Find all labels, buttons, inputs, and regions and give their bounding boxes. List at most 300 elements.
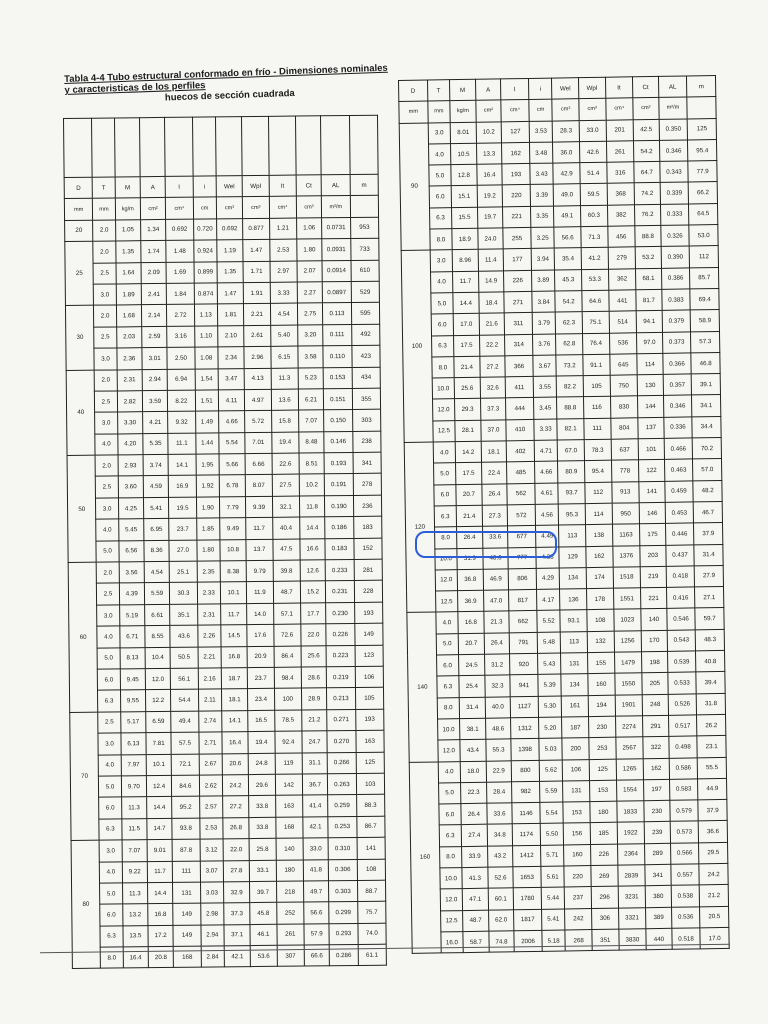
value-cell: 21.2 [302,710,328,732]
value-cell: 2567 [615,737,643,759]
value-cell: 441 [608,290,636,312]
value-cell: 9.79 [246,560,273,582]
value-cell: 6.56 [119,540,145,562]
value-cell: 0.566 [670,843,699,865]
value-cell: 88.7 [357,880,386,902]
value-cell: 3.07 [200,860,224,882]
value-cell: 64.6 [582,290,609,312]
value-cell: 2.21 [198,646,222,668]
value-cell: 130 [637,375,663,397]
value-cell: 3.0 [99,840,122,862]
value-cell: 434 [352,367,381,389]
value-cell: 3.89 [531,270,555,292]
value-cell: 136 [560,589,587,611]
value-cell: 2.11 [198,689,222,711]
unit-header: cm² [140,198,166,220]
value-cell: 17.5 [454,335,480,357]
value-cell: 26.4 [457,526,483,548]
value-cell: 1.47 [217,283,244,305]
value-cell: 2.57 [199,796,223,818]
value-cell: 2.71 [199,732,223,754]
value-cell: 27.4 [461,825,487,847]
value-cell: 3.01 [142,348,168,370]
value-cell: 14.4 [147,797,173,819]
value-cell: 84.6 [172,775,200,797]
value-cell: 0.293 [329,923,358,945]
value-cell: 33.8 [249,796,276,818]
value-cell: 261 [606,141,634,163]
value-cell: 14.0 [247,603,274,625]
value-cell: 2.62 [199,775,223,797]
column-header: AL [321,175,350,197]
value-cell: 3231 [618,886,646,908]
value-cell: 42.9 [553,163,580,185]
value-cell: 100 [274,688,302,710]
value-cell: 0.899 [194,261,218,283]
size-cell: 80 [71,840,101,969]
value-cell: 5.72 [245,411,272,433]
table-row [412,927,729,953]
value-cell: 88.8 [557,397,584,419]
value-cell: 11.7 [220,603,247,625]
value-cell: 271 [504,291,532,313]
value-cell: 3.30 [117,412,143,434]
value-cell: 53.6 [250,945,277,967]
value-cell: 778 [611,460,639,482]
value-cell: 0.877 [243,218,270,240]
value-cell: 18.4 [479,292,505,314]
value-cell: 5.52 [537,610,561,632]
value-cell: 4.0 [100,861,123,883]
value-cell: 1.64 [116,262,142,284]
value-cell: 146 [639,502,665,524]
value-cell: 0.190 [325,495,354,517]
value-cell: 11.7 [453,271,479,293]
value-cell: 10.0 [434,548,457,570]
value-cell: 16.8 [148,904,174,926]
value-cell: 3.25 [531,227,555,249]
value-cell: 94.1 [636,311,662,333]
blank-cell [114,118,140,177]
value-cell: 4.54 [270,303,298,325]
value-cell: 163 [275,795,303,817]
value-cell: 2.61 [244,325,271,347]
value-cell: 37.9 [694,523,723,545]
value-cell: 0.0914 [322,260,351,282]
value-cell: 13.6 [271,389,299,411]
value-cell: 804 [610,418,638,440]
value-cell: 18.0 [460,761,486,783]
value-cell: 0.373 [662,331,691,353]
value-cell: 125 [356,752,385,774]
value-cell: 76.4 [582,333,609,355]
value-cell: 55.3 [486,739,512,761]
value-cell: 88.8 [635,225,661,247]
value-cell: 733 [350,238,379,260]
value-cell: 0.379 [662,310,691,332]
value-cell: 2839 [617,865,645,887]
value-cell: 80.9 [558,461,585,483]
value-cell: 155 [587,652,614,674]
value-cell: 0.453 [665,502,694,524]
value-cell: 4.97 [245,389,272,411]
value-cell: 14.4 [300,517,326,539]
value-cell: 0.146 [324,431,353,453]
value-cell: 13.7 [246,539,273,561]
value-cell: 163 [355,730,384,752]
value-cell: 78.5 [274,710,302,732]
value-cell: 1.47 [243,240,270,262]
value-cell: 39.4 [696,672,725,694]
unit-header: cm [529,99,553,121]
value-cell: 46.8 [691,352,720,374]
value-cell: 2.94 [201,925,225,947]
value-cell: 1653 [513,866,541,888]
value-cell: 36.0 [553,142,580,164]
value-cell: 22.2 [479,334,505,356]
value-cell: 16.8 [458,612,484,634]
value-cell: 1163 [612,524,640,546]
value-cell: 56.6 [304,902,330,924]
value-cell: 3.16 [167,326,195,348]
value-cell: 75.7 [357,901,386,923]
value-cell: 306 [591,908,618,930]
value-cell: 53.2 [635,247,661,269]
value-cell: 2.96 [244,346,271,368]
value-cell: 1.19 [217,240,244,262]
value-cell: 6.71 [119,626,145,648]
value-cell: 800 [511,760,539,782]
value-cell: 1376 [612,545,640,567]
column-header: T [427,80,450,102]
value-cell: 15.8 [271,410,299,432]
value-cell: 637 [611,439,639,461]
value-cell: 11.3 [121,797,147,819]
value-cell: 23.1 [697,736,726,758]
value-cell: 114 [637,353,663,375]
value-cell: 0.366 [663,353,692,375]
value-cell: 45.3 [555,269,582,291]
value-cell: 113 [561,631,588,653]
value-cell: 289 [645,843,671,865]
value-cell: 10.8 [220,539,247,561]
value-cell: 91.1 [583,354,610,376]
value-cell: 50.5 [170,647,198,669]
value-cell: 131 [561,653,588,675]
value-cell: 226 [590,844,617,866]
value-cell: 40.4 [272,517,300,539]
value-cell: 85.7 [690,267,719,289]
value-cell: 33.0 [303,838,329,860]
value-cell: 15.1 [451,186,477,208]
value-cell: 2.84 [201,946,225,968]
value-cell: 0.543 [667,630,696,652]
value-cell: 5.0 [430,293,453,315]
value-cell: 134 [560,567,587,589]
unit-header: kg/m [450,101,476,123]
value-cell: 32.6 [480,377,506,399]
value-cell: 3.74 [143,454,169,476]
value-cell: 40.8 [696,650,725,672]
value-cell: 1.80 [197,540,221,562]
value-cell: 24.2 [699,863,728,885]
value-cell: 38.1 [460,718,486,740]
value-cell: 253 [589,737,616,759]
value-cell: 27.2 [223,796,250,818]
value-cell: 161 [562,695,589,717]
value-cell: 48.3 [695,629,724,651]
value-cell: 8.0 [429,229,452,251]
value-cell: 296 [591,886,618,908]
value-cell: 0.213 [327,688,356,710]
value-cell: 6.3 [431,335,454,357]
caption-line-1: Tabla 4-4 Tubo estructural conformado en frío - Dimensiones nominales y caracteristicas de los perfiles [64,62,388,96]
value-cell: 14.2 [455,441,481,463]
value-cell: 12.5 [435,591,458,613]
value-cell: 572 [507,504,535,526]
value-cell: 29.6 [249,774,276,796]
value-cell: 17.0 [700,927,729,949]
value-cell: 34.8 [487,824,513,846]
value-cell: 0.692 [216,218,243,240]
value-cell: 1.80 [297,239,323,261]
value-cell: 54.4 [171,689,199,711]
value-cell: 37.0 [481,420,507,442]
column-header: Wpl [242,175,269,197]
column-header: M [115,177,141,199]
value-cell: 3.55 [533,376,557,398]
column-header: Wel [216,176,243,198]
value-cell: 75.1 [582,311,609,333]
value-cell: 22.4 [481,462,507,484]
value-cell: 21.4 [456,505,482,527]
value-cell: 4.0 [430,271,453,293]
value-cell: 6.15 [270,346,298,368]
value-cell: 1.35 [115,241,141,263]
value-cell: 423 [351,345,380,367]
value-cell: 5.17 [120,711,146,733]
value-cell: 595 [351,303,380,325]
value-cell: 3.0 [94,348,117,370]
size-cell: 20 [65,220,94,242]
value-cell: 5.39 [538,674,562,696]
value-cell: 6.3 [439,825,462,847]
value-cell: 10.0 [440,868,463,890]
value-cell: 49.0 [554,184,581,206]
value-cell: 156 [564,823,591,845]
value-cell: 36.7 [302,774,328,796]
value-cell: 1.81 [217,304,244,326]
value-cell: 9.39 [246,496,273,518]
value-cell: 68.1 [636,268,662,290]
value-cell: 2.93 [118,455,144,477]
value-cell: 33.0 [579,120,606,142]
value-cell: 105 [355,688,384,710]
value-cell: 5.66 [219,454,246,476]
value-cell: 0.150 [324,410,353,432]
value-cell: 78.3 [584,439,611,461]
column-header: T [92,177,115,199]
value-cell: 1.68 [116,305,142,327]
value-cell: 4.0 [435,612,458,634]
value-cell: 46.9 [483,569,509,591]
size-cell: 90 [399,123,430,251]
value-cell: 116 [583,397,610,419]
blank-cell [64,118,93,177]
value-cell: 22.3 [461,782,487,804]
value-cell: 5.0 [99,776,122,798]
value-cell: 221 [641,587,667,609]
value-cell: 10.1 [220,582,247,604]
value-cell: 677 [508,526,536,548]
value-cell: 93.1 [560,610,587,632]
value-cell: 941 [510,675,538,697]
value-cell: 82.2 [557,376,584,398]
value-cell: 57.9 [304,923,330,945]
value-cell: 6.78 [219,475,246,497]
value-cell: 88.3 [356,794,385,816]
value-cell: 33.9 [462,846,488,868]
value-cell: 0.339 [660,182,689,204]
value-cell: 54.2 [555,291,582,313]
value-cell: 64.7 [634,162,660,184]
value-cell: 2.0 [94,369,117,391]
value-cell: 12.0 [437,740,460,762]
value-cell: 10.0 [437,719,460,741]
value-cell: 142 [275,774,303,796]
value-cell: 2.03 [116,326,142,348]
value-cell: 0.233 [325,560,354,582]
value-cell: 28.3 [553,120,580,142]
value-cell: 9.49 [220,518,247,540]
value-cell: 106 [563,759,590,781]
value-cell: 8.51 [299,453,325,475]
value-cell: 9.45 [120,669,146,691]
value-cell: 5.54 [219,432,246,454]
value-cell: 0.526 [668,693,697,715]
value-cell: 3.0 [97,605,120,627]
value-cell: 16.4 [222,732,249,754]
value-cell: 42.1 [303,816,329,838]
value-cell: 2.67 [199,753,223,775]
value-cell: 0.230 [326,602,355,624]
value-cell: 2.14 [141,305,167,327]
value-cell: 1554 [616,780,644,802]
value-cell: 16.8 [221,646,248,668]
value-cell: 41.4 [302,795,328,817]
value-cell: 58.9 [690,310,719,332]
value-cell: 1.95 [196,454,220,476]
value-cell: 382 [607,205,635,227]
value-cell: 141 [357,837,386,859]
value-cell: 2.5 [98,712,121,734]
column-header: I [501,78,529,100]
value-cell: 1146 [512,802,540,824]
value-cell: 228 [354,581,383,603]
value-cell: 140 [276,838,304,860]
value-cell: 3.45 [533,397,557,419]
value-cell: 25.8 [249,838,276,860]
value-cell: 514 [609,311,637,333]
value-cell: 0.0931 [322,239,351,261]
value-cell: 1.85 [196,518,220,540]
value-cell: 19.5 [169,497,197,519]
value-cell: 341 [645,864,671,886]
unit-header: cm³ [296,196,322,218]
value-cell: 16.6 [300,538,326,560]
value-cell: 200 [562,738,589,760]
value-cell: 9.32 [168,411,196,433]
value-cell: 17.6 [247,625,274,647]
value-cell: 0.226 [326,624,355,646]
value-cell: 137 [638,417,664,439]
value-cell: 0.538 [671,885,700,907]
value-cell: 0.306 [328,859,357,881]
value-cell: 8.36 [144,540,170,562]
value-cell: 32.9 [223,881,250,903]
value-cell: 492 [351,324,380,346]
value-cell: 131 [173,882,201,904]
value-cell: 194 [588,695,615,717]
value-cell: 8.0 [434,527,457,549]
unit-header: m²/m [322,196,351,218]
value-cell: 69.4 [690,288,719,310]
value-cell: 24.0 [478,228,504,250]
value-cell: 12.0 [145,668,171,690]
value-cell: 0.113 [323,303,352,325]
unit-header: cm² [476,100,502,122]
value-cell: 6.94 [167,369,195,391]
value-cell: 2274 [615,716,643,738]
value-cell: 37.1 [224,924,251,946]
value-cell: 21.3 [484,611,510,633]
value-cell: 5.45 [118,519,144,541]
value-cell: 0.518 [672,928,701,950]
value-cell: 62.0 [488,909,514,931]
value-cell: 0.253 [328,816,357,838]
value-cell: 0.517 [668,715,697,737]
value-cell: 193 [502,164,530,186]
value-cell: 33.1 [249,860,276,882]
value-cell: 34.1 [692,395,721,417]
value-cell: 2.07 [297,260,323,282]
value-cell: 4.56 [535,504,559,526]
value-cell: 108 [357,859,386,881]
value-cell: 6.0 [98,669,121,691]
value-cell: 380 [645,886,671,908]
value-cell: 9.01 [147,840,173,862]
value-cell: 35.1 [170,604,198,626]
value-cell: 62.8 [556,333,583,355]
value-cell: 610 [351,260,380,282]
value-cell: 7.97 [121,754,147,776]
value-cell: 108 [587,610,614,632]
value-cell: 645 [609,354,637,376]
size-cell: 100 [401,250,433,442]
value-cell: 2364 [617,843,645,865]
value-cell: 0.498 [669,736,698,758]
value-cell: 1817 [514,909,542,931]
value-cell: 8.0 [439,846,462,868]
value-cell: 1.71 [243,261,270,283]
value-cell: 12.8 [451,164,477,186]
value-cell: 57.0 [693,459,722,481]
value-cell: 0.266 [327,752,356,774]
value-cell: 62.3 [556,312,583,334]
value-cell: 48.2 [693,480,722,502]
value-cell: 20.5 [700,906,729,928]
value-cell: 26.8 [223,817,250,839]
